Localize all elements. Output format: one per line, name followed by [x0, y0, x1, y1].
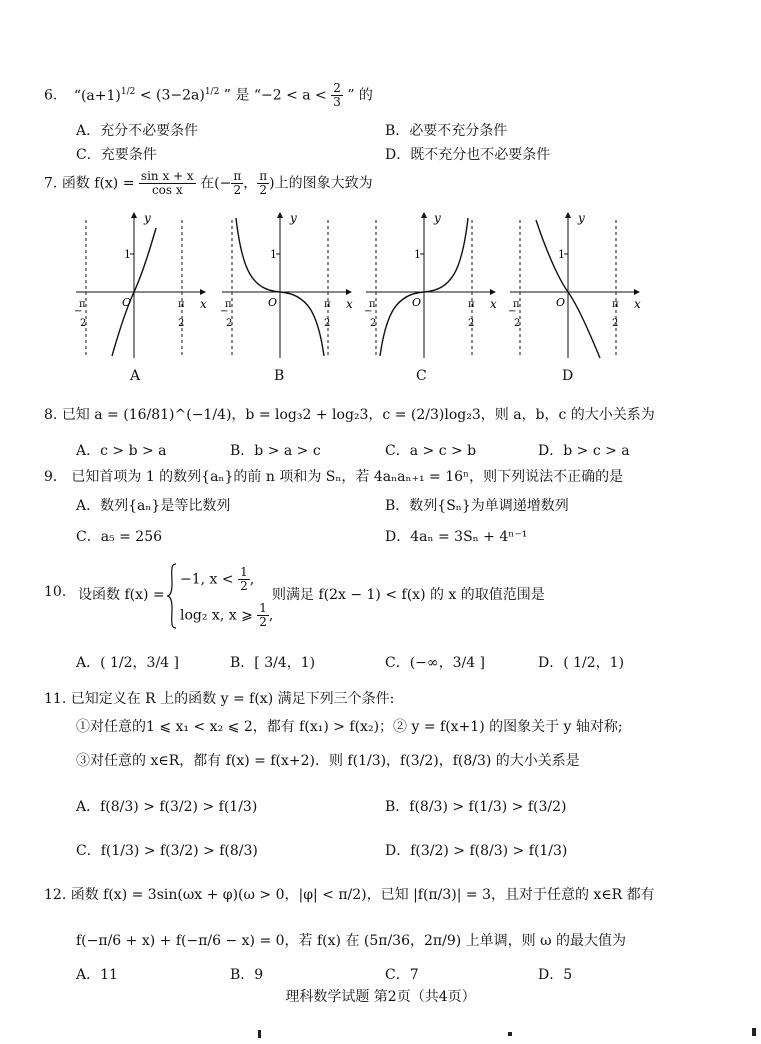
q11-option-d: D．f(3/2) > f(8/3) > f(1/3) [385, 843, 568, 859]
scan-speck [258, 1030, 261, 1038]
q7-stem [44, 170, 373, 197]
graph-c-tick-one: 1 [414, 248, 421, 261]
q11-condition-3: ③对任意的 x∈R，都有 f(x) = f(x+2)．则 f(1/3)，f(3/2)，f(8/3) 的大小关系是 [76, 753, 580, 769]
q8-option-c: C．a > c > b [385, 443, 477, 459]
q11-option-b: B．f(8/3) > f(1/3) > f(3/2) [385, 799, 567, 815]
graph-b-left-two: 2 [226, 318, 233, 329]
q11-stem [44, 688, 394, 708]
q6-text-c: ” 是 “−2 < a < [223, 87, 327, 104]
q10-case-1: −1, x < $\frac{1}{2}$ , [180, 565, 255, 594]
q6-number: 6. [44, 87, 58, 104]
graph-a-right-pi: π [178, 299, 185, 310]
q7-fraction: $\frac{\text{sin x + x}}{\text{cos x}}$ [140, 169, 194, 198]
q6-exp1: 1/2 [120, 87, 136, 98]
graph-d-right-two: 2 [612, 318, 619, 329]
q7-text-a: 函数 [61, 175, 90, 192]
graph-c-y-label: y [434, 211, 441, 225]
q6-text-a: “(a+1) [73, 87, 121, 104]
q9-option-c: C．a₅ = 256 [76, 529, 163, 545]
page-footer: 理科数学试题 第2页（共4页） [285, 989, 476, 1005]
q10-number: 10. [44, 584, 67, 600]
q8-text: 已知 a = (16/81)^(−1/4)，b = log₃2 + log₂3，c = (2/3)log₂3，则 a，b，c 的大小关系为 [61, 407, 655, 423]
graph-c-right-pi: π [468, 299, 475, 310]
q10-option-b: B．[ 3/4，1) [230, 655, 316, 671]
graph-b-tick-one: 1 [270, 248, 277, 261]
q8-option-d: D．b > c > a [538, 443, 630, 459]
q7-text-b: 在(− [200, 175, 232, 192]
scan-speck [752, 1028, 756, 1036]
q11-number: 11. [44, 691, 67, 707]
q7-graph-c [362, 210, 498, 360]
q8-option-a: A．c > b > a [76, 443, 167, 459]
graph-c-label: C [416, 368, 427, 384]
graph-d-label: D [562, 368, 574, 384]
q8-option-b: B．b > a > c [230, 443, 321, 459]
q9-stem [44, 466, 623, 486]
q6-exp2: 1/2 [204, 87, 220, 98]
q6-option-c: C．充要条件 [76, 147, 157, 163]
graph-b-left-minus: − [220, 306, 229, 317]
q7-pi-frac-2: $\frac{\pi}{2}$ [259, 169, 268, 198]
graph-b-label: B [274, 368, 285, 384]
graph-a-origin: O [122, 296, 132, 309]
q7-pi-frac-1: $\frac{\pi}{2}$ [233, 169, 242, 198]
graph-a-label: A [130, 368, 141, 384]
q9-option-b: B．数列{Sₙ}为单调递增数列 [385, 498, 569, 514]
q6-fraction: $\frac{2}{3}$ [333, 81, 341, 110]
q6-stem [44, 82, 373, 109]
q9-text: 已知首项为 1 的数列{aₙ}的前 n 项和为 Sₙ，若 4aₙaₙ₊₁ = 16ⁿ，则下列说法不正确的是 [71, 469, 624, 485]
q12-option-b: B．9 [230, 967, 264, 983]
q10-option-c: C．(−∞，3/4 ] [385, 655, 486, 671]
q9-option-a: A．数列{aₙ}是等比数列 [76, 498, 231, 514]
graph-d-y-label: y [578, 211, 585, 225]
graph-c-left-pi: π [369, 299, 376, 310]
graph-c-left-minus: − [364, 306, 373, 317]
q7-text-c: ， [243, 175, 258, 192]
q10-text: 则满足 f(2x − 1) < f(x) 的 x 的取值范围是 [272, 587, 545, 603]
q8-stem [44, 404, 655, 424]
graph-b-y-label: y [290, 211, 297, 225]
q10-option-d: D．( 1/2，1) [538, 655, 625, 671]
graph-c-left-two: 2 [370, 318, 377, 329]
q10-brace [166, 562, 178, 630]
q6-option-b: B．必要不充分条件 [385, 123, 508, 139]
graph-d-right-pi: π [612, 299, 619, 310]
graph-a-left-minus: − [74, 306, 83, 317]
q10-option-a: A．( 1/2，3/4 ] [76, 655, 179, 671]
q10-case-2: log₂ x, x ⩾ $\frac{1}{2}$ , [180, 601, 274, 630]
q11-conditions-1-2: ①对任意的1 ⩽ x₁ < x₂ ⩽ 2，都有 f(x₁) > f(x₂)；② y = f(x+1) 的图象关于 y 轴对称; [76, 719, 623, 735]
q6-text-d: ” 的 [347, 87, 373, 104]
graph-a-y-label: y [144, 211, 151, 225]
graph-b-right-two: 2 [324, 318, 331, 329]
graph-a-left-pi: π [79, 299, 86, 310]
scan-speck [508, 1032, 512, 1036]
q12-option-a: A．11 [76, 967, 118, 983]
q6-text-b: < (3−2a) [135, 87, 205, 104]
q7-graph-d [506, 210, 642, 360]
graph-c-right-two: 2 [468, 318, 475, 329]
graph-d-left-minus: − [508, 306, 517, 317]
graph-c-origin: O [412, 296, 422, 309]
graph-b-left-pi: π [225, 299, 232, 310]
graph-c-x-label: x [490, 297, 497, 311]
graph-a-x-label: x [200, 297, 207, 311]
graph-b-origin: O [268, 296, 278, 309]
graph-d-left-two: 2 [514, 318, 521, 329]
q12-option-d: D．5 [538, 967, 573, 983]
q10-func-label: 设函数 f(x) = [78, 587, 165, 603]
q7-graph-b [218, 210, 354, 360]
q12-text-1: 函数 f(x) = 3sin(ωx + φ)(ω > 0，|φ| < π/2)，已知 |f(π/3)| = 3，且对于任意的 x∈R 都有 [70, 887, 655, 903]
q9-number: 9． [44, 469, 67, 485]
q12-option-c: C．7 [385, 967, 419, 983]
q11-option-c: C．f(1/3) > f(3/2) > f(8/3) [76, 843, 258, 859]
q7-graph-a [72, 210, 208, 360]
q7-func: f(x) = [94, 175, 135, 192]
graph-d-tick-one: 1 [558, 248, 565, 261]
q11-option-a: A．f(8/3) > f(3/2) > f(1/3) [76, 799, 258, 815]
graph-a-left-two: 2 [80, 318, 87, 329]
q12-number: 12. [44, 887, 67, 903]
graph-b-right-pi: π [324, 299, 331, 310]
graph-d-x-label: x [634, 297, 641, 311]
q12-text-2: f(−π/6 + x) + f(−π/6 − x) = 0，若 f(x) 在 (5π/36，2π/9) 上单调，则 ω 的最大值为 [76, 933, 626, 949]
q9-option-d: D．4aₙ = 3Sₙ + 4ⁿ⁻¹ [385, 529, 528, 545]
graph-d-left-pi: π [513, 299, 520, 310]
graph-a-tick-one: 1 [124, 248, 131, 261]
graph-d-origin: O [556, 296, 566, 309]
graph-a-right-two: 2 [178, 318, 185, 329]
q7-text-d: )上的图象大致为 [269, 175, 373, 192]
q6-option-d: D．既不充分也不必要条件 [385, 147, 551, 163]
q11-text: 已知定义在 R 上的函数 y = f(x) 满足下列三个条件: [70, 691, 395, 707]
q6-option-a: A．充分不必要条件 [76, 123, 199, 139]
q7-number: 7. [44, 175, 58, 192]
q12-stem [44, 884, 655, 904]
graph-b-x-label: x [346, 297, 353, 311]
q8-number: 8. [44, 407, 58, 423]
